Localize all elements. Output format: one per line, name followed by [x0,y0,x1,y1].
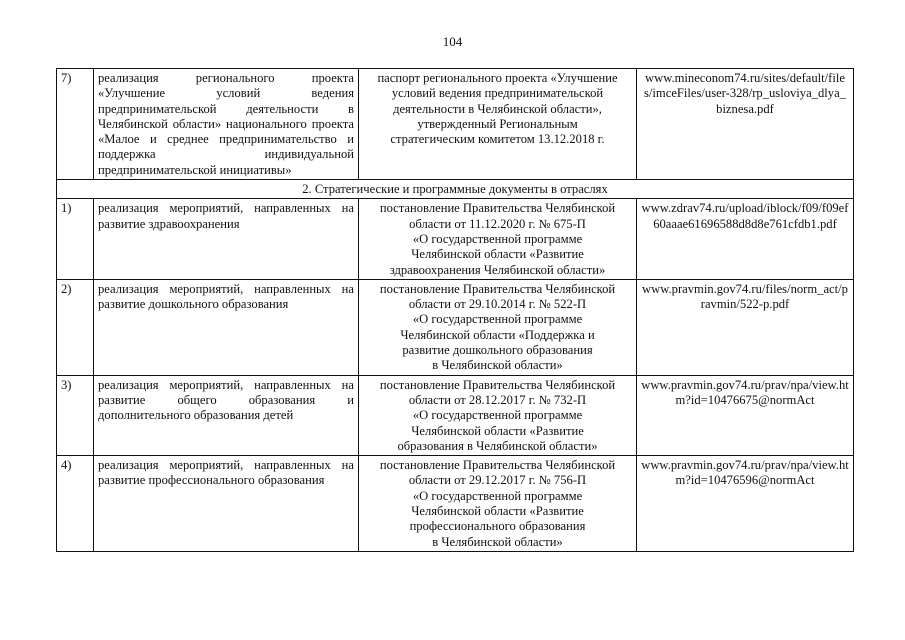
document-line: образования в Челябинской области» [397,438,598,453]
activity-text: реализация мероприятий, направленных на развитие дошкольного образования [98,281,354,312]
document-cell [359,69,637,180]
document-line: паспорт регионального проекта «Улучшение [377,71,618,85]
url-cell: www.zdrav74.ru/upload/iblock/f09/f09ef60aaae61696588d8d8e761cfdb1.pdf [637,199,854,279]
activity-cell [94,199,359,279]
document-line: области от 29.10.2014 г. № 522-П [408,297,587,312]
document-line: условий ведения предпринимательской [391,86,604,101]
activity-cell [94,69,359,180]
section-row [57,180,854,199]
document-line: Челябинской области «Развитие [411,423,584,438]
row-number: 1) [57,199,94,279]
url-cell: www.pravmin.gov74.ru/files/norm_act/pravmin/522-p.pdf [637,279,854,375]
document-cell [359,456,637,552]
document-line: «О государственной программе [412,408,583,423]
url-cell: www.pravmin.gov74.ru/prav/npa/view.htm?id=10476675@normAct [637,375,854,455]
document-line: в Челябинской области» [432,358,563,373]
document-line: Челябинской области «Развитие [411,504,584,519]
activity-text: реализация мероприятий, направленных на развитие профессионального образования [98,458,354,488]
activity-text: реализация мероприятий, направленных на развитие общего образования и дополнительного образования детей [98,377,354,423]
activity-text: реализация мероприятий, направленных на развитие здравоохранения [98,201,354,231]
document-line: в Челябинской области» [432,534,563,549]
document-cell [359,375,637,455]
activity-text: реализация регионального проекта «Улучшение условий ведения предпринимательской деятельности в Челябинской области» национального проекта «Малое и среднее предпринимательство и поддержка индивидуальной предпринимательской инициативы» [98,71,354,177]
documents-table [56,68,854,552]
document-line: развитие дошкольного образования [402,343,593,358]
document-line: постановление Правительства Челябинской [379,201,616,216]
row-number: 2) [57,279,94,375]
row-number: 4) [57,456,94,552]
document-line: профессионального образования [409,519,586,534]
document-line: деятельности в Челябинской области», [393,101,602,116]
document-line: «О государственной программе [412,231,583,246]
row-number: 3) [57,375,94,455]
table-row [57,199,854,279]
document-cell [359,279,637,375]
document-line: постановление Правительства Челябинской [379,281,616,296]
document-line: Челябинской области «Развитие [411,247,584,262]
document-line: постановление Правительства Челябинской [379,458,616,473]
url-cell: www.mineconom74.ru/sites/default/files/imceFiles/user-328/rp_usloviya_dlya_biznesa.pdf [637,69,854,180]
page-number: 104 [442,34,463,49]
section-title: 2. Стратегические и программные документы в отраслях [57,180,854,199]
document-line: стратегическим комитетом 13.12.2018 г. [390,132,605,147]
activity-cell [94,279,359,375]
document-line: постановление Правительства Челябинской [379,377,616,392]
table-row [57,279,854,375]
table-row [57,456,854,552]
document-line: области от 29.12.2017 г. № 756-П [408,473,587,488]
document-line: здравоохранения Челябинской области» [389,262,606,277]
documents-table-body [57,69,854,552]
document-line: утвержденный Региональным [417,116,578,131]
table-row [57,375,854,455]
table-row [57,69,854,180]
activity-cell [94,375,359,455]
document-line: «О государственной программе [412,312,583,327]
document-line: «О государственной программе [412,488,583,503]
document-line: Челябинской области «Поддержка и [400,327,595,342]
document-cell [359,199,637,279]
row-number: 7) [57,69,94,180]
document-line: области от 11.12.2020 г. № 675-П [409,216,586,231]
activity-cell [94,456,359,552]
url-cell: www.pravmin.gov74.ru/prav/npa/view.htm?id=10476596@normAct [637,456,854,552]
document-line: области от 28.12.2017 г. № 732-П [408,392,587,407]
